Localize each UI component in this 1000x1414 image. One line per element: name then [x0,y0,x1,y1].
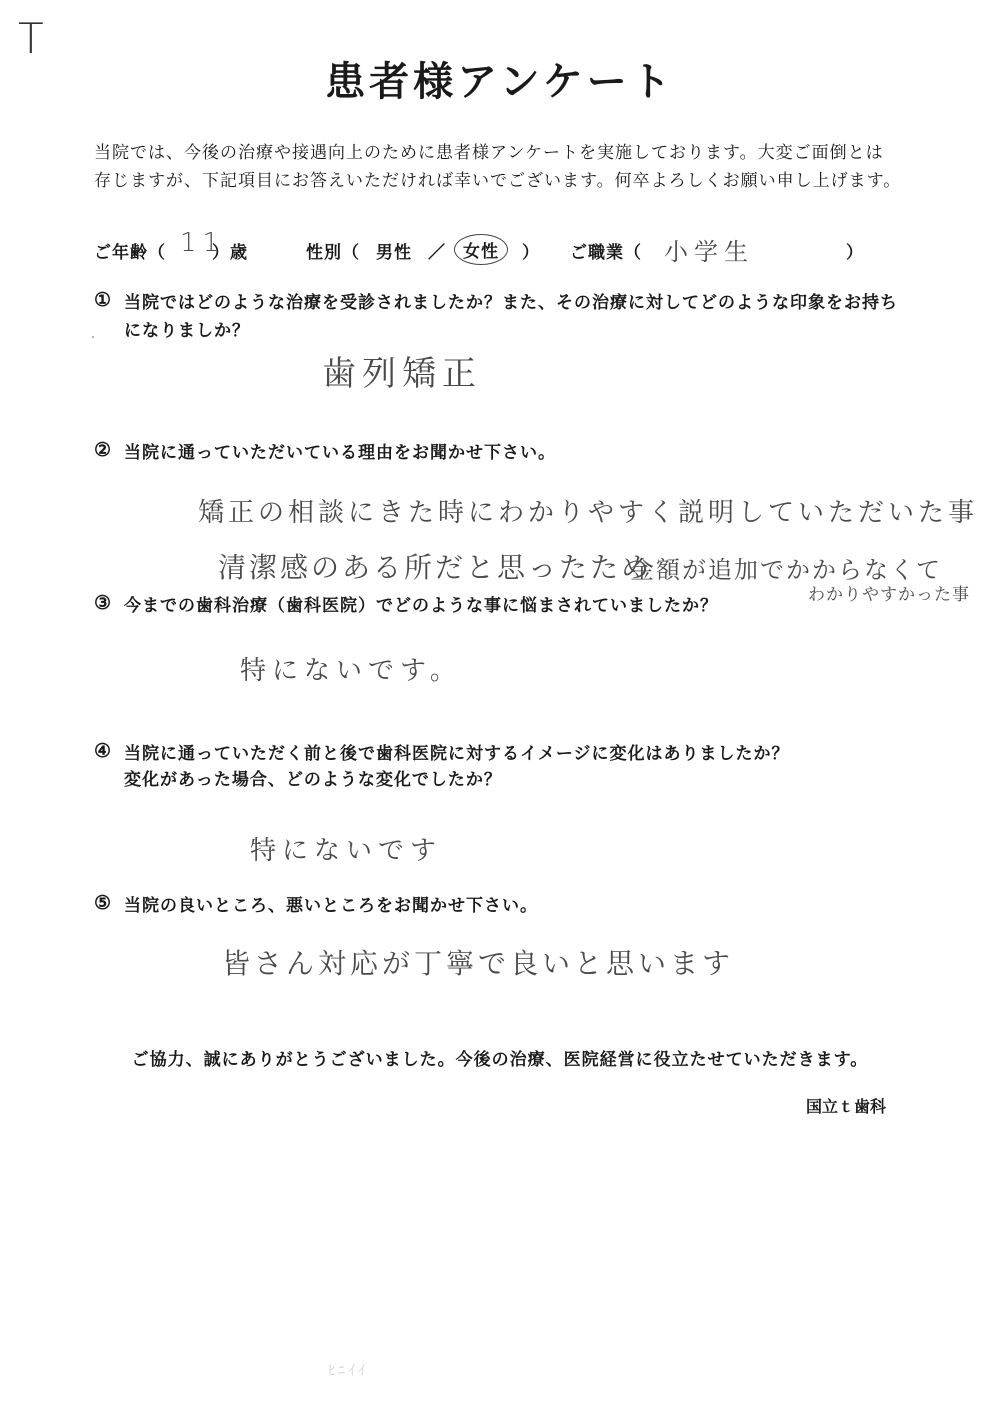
question-1-text-line-2: になりましか？ [124,321,250,341]
question-3-number: ③ [94,592,112,614]
corner-mark: T [18,14,44,63]
gender-male-option[interactable]: 男性 [376,243,412,263]
gender-female-option[interactable] [454,236,508,267]
answer-2-line-1[interactable]: 矯正の相談にきた時にわかりやすく説明していただいた事 [198,498,979,528]
clinic-name: 国立ｔ歯科 [805,1097,886,1116]
faint-mark: ﾋﾆｲｲ [328,1363,368,1379]
answer-5[interactable]: 皆さん対応が丁寧で良いと思います [222,947,735,980]
occupation-value[interactable]: 小学生 [664,238,754,266]
question-5-number: ⑤ [94,892,112,914]
gender-label: 性別（ [306,243,360,263]
question-4-text-line-1: 当院に通っていただく前と後で歯科医院に対するイメージに変化はありましたか？ [124,744,790,764]
age-label: ご年齢（ [94,243,166,263]
intro-line-2: 存じますが、下記項目にお答えいただければ幸いでございます。何卒よろしくお願い申し上げます。 [94,171,902,191]
answer-3[interactable]: 特にないです。 [240,656,462,686]
question-1-text-line-1: 当院ではどのような治療を受診されましたか？また、その治療に対してどのような印象をお持ち [124,293,898,313]
closing-message: ご協力、誠にありがとうございました。今後の治療、医院経営に役立たせていただきます。 [131,1050,869,1070]
page-title: 患者様アンケート [325,58,675,105]
gender-close: ） [522,243,540,263]
question-4-number: ④ [94,740,112,762]
question-4-text-line-2: 変化があった場合、どのような変化でしたか？ [124,770,502,790]
question-1-number: ① [94,289,112,311]
question-2-number: ② [94,439,112,461]
answer-2-line-2[interactable]: 清潔感のある所だと思ったため [218,551,653,584]
question-5-text: 当院の良いところ、悪いところをお聞かせ下さい。 [124,896,538,916]
age-suffix: ）歳 [212,243,248,263]
question-2-text: 当院に通っていただいている理由をお聞かせ下さい。 [124,443,556,463]
answer-2-line-3[interactable]: 金額が追加でかからなくて [630,556,942,584]
occupation-close: ） [846,243,864,263]
stray-dot [92,336,94,338]
answer-4[interactable]: 特にないです [250,836,443,866]
question-3-text: 今までの歯科治療（歯科医院）でどのような事に悩まされていましたか？ [124,596,718,616]
occupation-label: ご職業（ [570,243,642,263]
gender-separator: ／ [428,243,446,263]
answer-2-line-4[interactable]: わかりやすかった事 [808,585,970,605]
gender-female-circle: 女性 [454,234,508,265]
intro-line-1: 当院では、今後の治療や接遇向上のために患者様アンケートを実施しております。大変ご面倒とは [94,143,884,163]
answer-1[interactable]: 歯列矯正 [322,354,482,394]
age-value[interactable]: 11 [180,228,226,258]
